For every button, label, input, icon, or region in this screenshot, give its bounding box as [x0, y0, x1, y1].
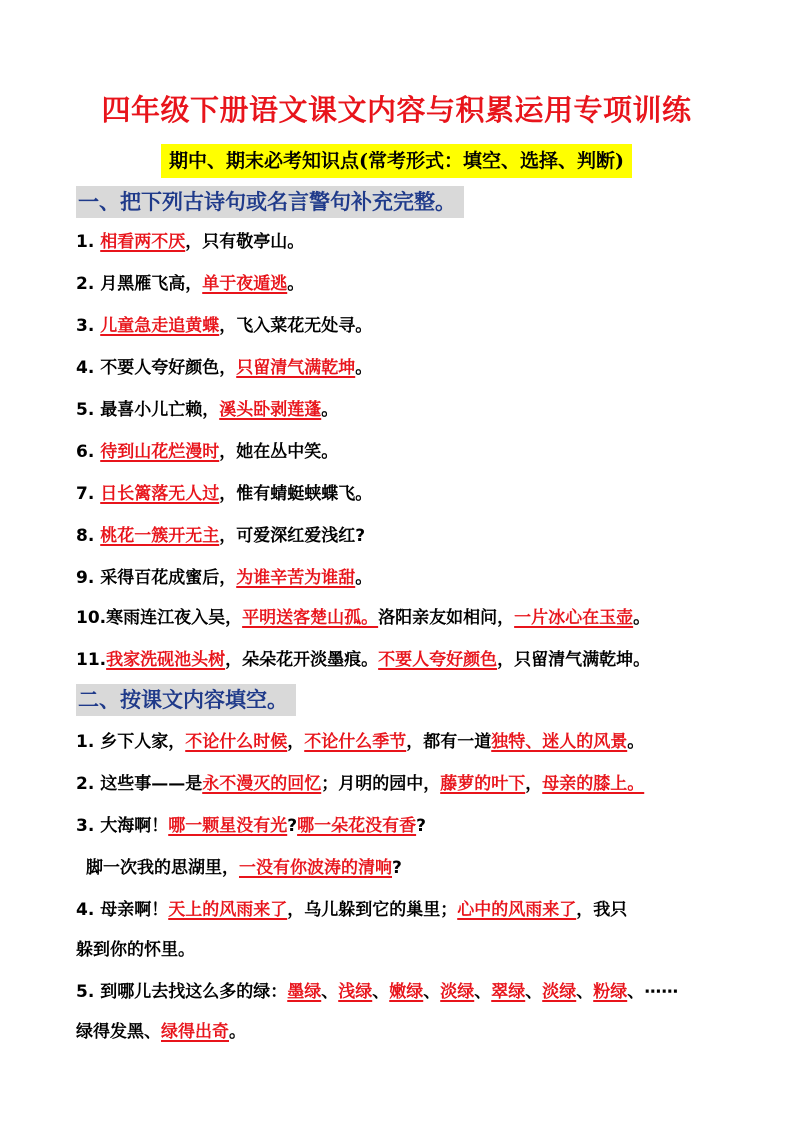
exercise-line [76, 772, 644, 796]
exercise-line [76, 938, 195, 962]
prompt-text: 5. 最喜小儿亡赖， [76, 400, 220, 420]
answer-text: 浅绿 [338, 982, 373, 1002]
prompt-text: ，可爱深红爱浅红? [219, 526, 366, 546]
prompt-text: ， [287, 732, 305, 752]
prompt-text: 绿得发黑、 [76, 1022, 161, 1042]
prompt-text: 3. 大海啊！ [76, 816, 169, 836]
exercise-line [76, 814, 426, 838]
prompt-text: ，都有一道 [406, 732, 492, 752]
prompt-text: 。 [321, 400, 339, 420]
prompt-text: 脚一次我的思湖里， [86, 858, 239, 878]
answer-text: 待到山花烂漫时 [100, 442, 220, 462]
exercise-line [76, 230, 304, 254]
prompt-text: 、 [321, 982, 339, 1002]
answer-text: 平明送客楚山孤。 [242, 608, 379, 628]
answer-text: 独特、迷人的风景 [491, 732, 628, 752]
prompt-text: ，她在丛中笑。 [219, 442, 339, 462]
prompt-text: 6. [76, 442, 101, 462]
answer-text: 日长篱落无人过 [100, 484, 220, 504]
exercise-line [76, 398, 338, 422]
prompt-text: ，飞入菜花无处寻。 [219, 316, 373, 336]
prompt-text: 。 [355, 568, 373, 588]
answer-text: 淡绿 [440, 982, 475, 1002]
prompt-text: 9. 采得百花成蜜后， [76, 568, 237, 588]
exercise-line [76, 356, 372, 380]
prompt-text: ，我只 [576, 900, 628, 920]
exercise-line [76, 648, 650, 672]
prompt-text: 2. 月黑雁飞高， [76, 274, 203, 294]
prompt-text: 躲到你的怀里。 [76, 940, 195, 960]
prompt-text: 。 [627, 732, 645, 752]
prompt-text: 。 [633, 608, 651, 628]
prompt-text: 洛阳亲友如相问， [378, 608, 515, 628]
prompt-text: ，只留清气满乾坤。 [497, 650, 651, 670]
exercise-line [76, 1020, 246, 1044]
prompt-text: ；月明的园中， [321, 774, 441, 794]
prompt-text: ， [525, 774, 543, 794]
exercise-line [76, 898, 627, 922]
exercise-line [76, 566, 372, 590]
exercise-line [76, 730, 644, 754]
prompt-text: 、 [576, 982, 594, 1002]
answer-text: 儿童急走追黄蝶 [100, 316, 220, 336]
answer-text: 嫩绿 [389, 982, 424, 1002]
answer-text: 一片冰心在玉壶 [514, 608, 634, 628]
prompt-text: 5. 到哪儿去找这么多的绿： [76, 982, 288, 1002]
answer-text: 哪一朵花没有香 [297, 816, 417, 836]
exercise-line [76, 980, 678, 1004]
exercise-line [76, 606, 650, 630]
prompt-text: 、 [474, 982, 492, 1002]
prompt-text: 。 [287, 274, 305, 294]
prompt-text: 、⋯⋯ [627, 982, 679, 1002]
prompt-text: 、 [423, 982, 441, 1002]
answer-text: 我家洗砚池头树 [106, 650, 226, 670]
answer-text: 只留清气满乾坤 [236, 358, 356, 378]
prompt-text: 7. [76, 484, 101, 504]
answer-text: 哪一颗星没有光 [168, 816, 288, 836]
answer-text: 不论什么季节 [304, 732, 407, 752]
prompt-text: 、 [525, 982, 543, 1002]
prompt-text: 1. 乡下人家， [76, 732, 186, 752]
prompt-text: ，惟有蜻蜓蛱蝶飞。 [219, 484, 373, 504]
page-title: 四年级下册语文课文内容与积累运用专项训练 [101, 93, 692, 127]
exercise-line [86, 856, 402, 880]
exercise-line [76, 272, 304, 296]
prompt-text: 10.寒雨连江夜入吴， [76, 608, 243, 628]
prompt-text: 、 [372, 982, 390, 1002]
exercise-line [76, 314, 372, 338]
prompt-text: ，朵朵花开淡墨痕。 [225, 650, 379, 670]
answer-text: 藤萝的叶下 [440, 774, 526, 794]
prompt-text: 4. 母亲啊！ [76, 900, 169, 920]
answer-text: 心中的风雨来了 [457, 900, 577, 920]
exercise-line [76, 524, 365, 548]
prompt-text: 1. [76, 232, 101, 252]
prompt-text: 。 [355, 358, 373, 378]
prompt-text: 4. 不要人夸好颜色， [76, 358, 237, 378]
answer-text: 桃花一簇开无主 [100, 526, 220, 546]
section-heading-2: 二、按课文内容填空。 [76, 684, 296, 716]
prompt-text: ? [416, 816, 426, 836]
answer-text: 翠绿 [491, 982, 526, 1002]
answer-text: 溪头卧剥莲蓬 [219, 400, 322, 420]
answer-text: 绿得出奇 [161, 1022, 229, 1042]
answer-text: 一没有你波涛的清响 [239, 858, 392, 878]
answer-text: 永不漫灭的回忆 [202, 774, 322, 794]
prompt-text: ，乌儿躲到它的巢里； [287, 900, 458, 920]
answer-text: 淡绿 [542, 982, 577, 1002]
prompt-text: 11. [76, 650, 107, 670]
prompt-text: 2. 这些事——是 [76, 774, 203, 794]
answer-text: 相看两不厌 [100, 232, 186, 252]
prompt-text: 8. [76, 526, 101, 546]
subtitle: 期中、期末必考知识点(常考形式：填空、选择、判断) [161, 144, 632, 178]
section-heading-1: 一、把下列古诗句或名言警句补充完整。 [76, 186, 464, 218]
answer-text: 墨绿 [287, 982, 322, 1002]
answer-text: 为谁辛苦为谁甜 [236, 568, 356, 588]
answer-text: 天上的风雨来了 [168, 900, 288, 920]
prompt-text: ，只有敬亭山。 [185, 232, 305, 252]
answer-text: 母亲的膝上。 [542, 774, 645, 794]
answer-text: 不要人夸好颜色 [378, 650, 498, 670]
exercise-line [76, 440, 338, 464]
subtitle-banner [0, 144, 793, 178]
answer-text: 粉绿 [593, 982, 628, 1002]
answer-text: 不论什么时候 [185, 732, 288, 752]
prompt-text: 。 [229, 1022, 246, 1042]
answer-text: 单于夜遁逃 [202, 274, 288, 294]
prompt-text: 3. [76, 316, 101, 336]
prompt-text: ? [287, 816, 298, 836]
prompt-text: ? [392, 858, 402, 878]
exercise-line [76, 482, 372, 506]
